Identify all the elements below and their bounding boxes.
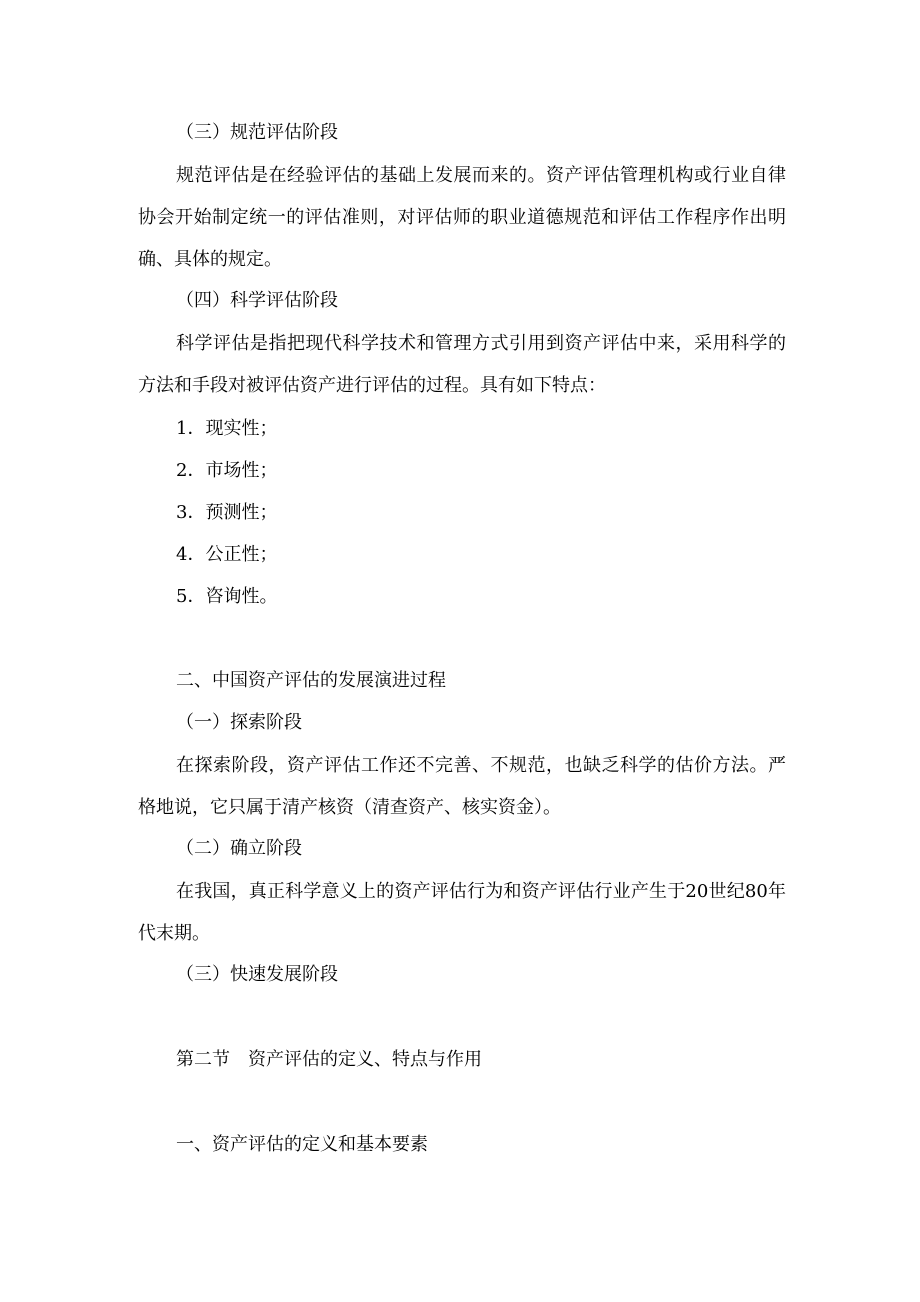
heading-regulated-stage: （三）规范评估阶段 — [176, 122, 338, 143]
heading-rapid-development-stage: （三）快速发展阶段 — [176, 964, 338, 985]
heading-scientific-stage: （四）科学评估阶段 — [176, 290, 338, 311]
section-heading: 第二节 资产评估的定义、特点与作用 — [176, 1049, 482, 1070]
heading-exploration-stage: （一）探索阶段 — [176, 712, 302, 733]
paragraph-establishment-stage: 在我国，真正科学意义上的资产评估行为和资产评估行业产生于20世纪80年代末期。 — [138, 881, 786, 944]
feature-item-3: 3．预测性； — [176, 502, 278, 523]
paragraph-scientific-stage: 科学评估是指把现代科学技术和管理方式引用到资产评估中来，采用科学的方法和手段对被评估资产进行评估的过程。具有如下特点： — [138, 333, 786, 396]
feature-item-2: 2．市场性； — [176, 460, 278, 481]
feature-item-5: 5．咨询性。 — [176, 586, 278, 607]
heading-definition-elements: 一、资产评估的定义和基本要素 — [176, 1134, 428, 1155]
paragraph-exploration-stage: 在探索阶段，资产评估工作还不完善、不规范，也缺乏科学的估价方法。严格地说，它只属于清产核资（清查资产、核实资金）。 — [138, 755, 786, 818]
feature-item-1: 1．现实性； — [176, 418, 278, 439]
feature-item-4: 4．公正性； — [176, 544, 278, 565]
paragraph-regulated-stage: 规范评估是在经验评估的基础上发展而来的。资产评估管理机构或行业自律协会开始制定统一的评估准则，对评估师的职业道德规范和评估工作程序作出明确、具体的规定。 — [138, 165, 786, 270]
heading-china-development: 二、中国资产评估的发展演进过程 — [176, 670, 446, 691]
heading-establishment-stage: （二）确立阶段 — [176, 838, 302, 859]
